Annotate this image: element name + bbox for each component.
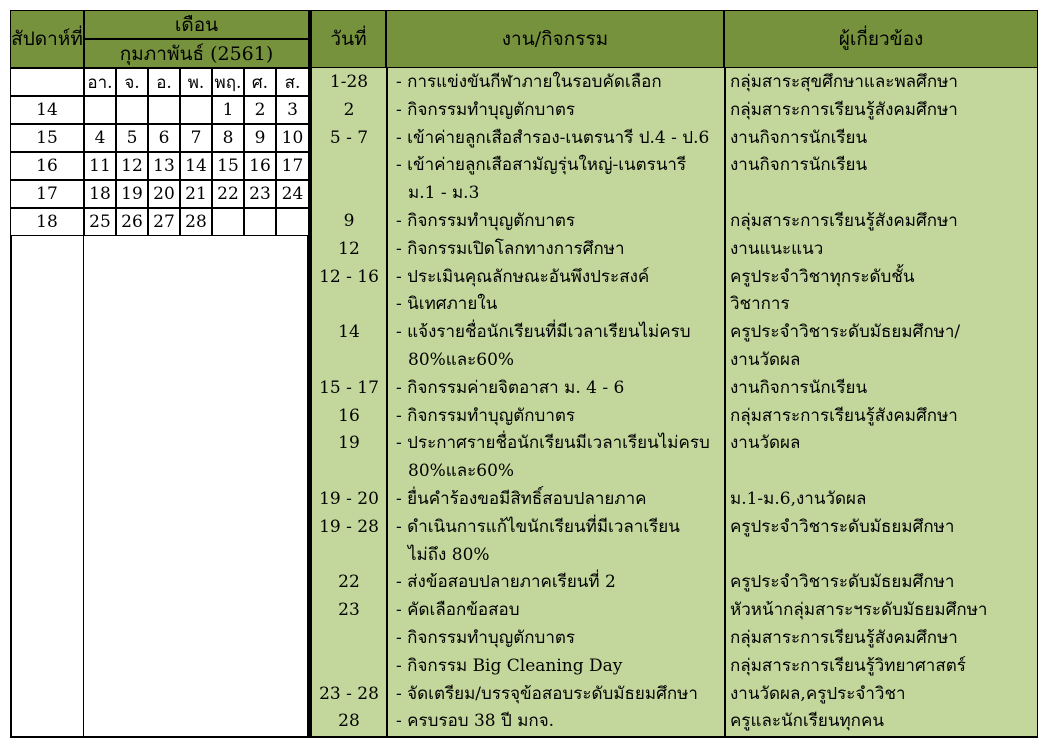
calendar-day-header: อ. <box>148 68 180 96</box>
calendar-date-cell: 28 <box>180 208 212 236</box>
row-date: 16 <box>338 405 360 426</box>
calendar-date-cell: 21 <box>180 180 212 208</box>
calendar-date-cell <box>116 96 148 124</box>
calendar-date-cell <box>276 208 309 236</box>
calendar-date-cell: 7 <box>180 124 212 152</box>
schedule-row <box>312 485 1037 513</box>
row-responsible: ครูประจำวิชาระดับมัธยมศึกษา <box>730 516 955 537</box>
row-date: 9 <box>343 211 355 231</box>
header-date-label: วันที่ <box>330 28 367 50</box>
row-activity: - นิเทศภายใน <box>396 294 498 315</box>
row-responsible: งานวัดผล,ครูประจำวิชา <box>730 683 906 704</box>
schedule-row <box>312 707 1037 735</box>
schedule-row <box>312 124 1037 152</box>
row-responsible: ครูและนักเรียนทุกคน <box>730 711 884 732</box>
row-date: 5 - 7 <box>329 127 369 148</box>
schedule-row <box>312 179 1037 207</box>
schedule-row <box>312 290 1037 318</box>
calendar-date-cell: 8 <box>212 124 244 152</box>
calendar-week-number: 14 <box>10 96 84 124</box>
mini-calendar <box>10 68 309 236</box>
calendar-date-cell: 22 <box>212 180 244 208</box>
calendar-date-cell: 16 <box>244 152 276 180</box>
row-activity: - ประกาศรายชื่อนักเรียนมีเวลาเรียนไม่ครบ <box>396 433 710 454</box>
calendar-date-cell <box>212 208 244 236</box>
row-responsible: งานกิจการนักเรียน <box>730 377 868 398</box>
row-responsible: ม.1-ม.6,งานวัดผล <box>730 489 867 509</box>
header-month-label: เดือน <box>174 13 219 36</box>
calendar-date-cell: 24 <box>276 180 309 208</box>
header-activity-label: งาน/กิจกรรม <box>501 28 609 50</box>
calendar-day-header: ส. <box>276 68 309 96</box>
calendar-date-cell: 19 <box>116 180 148 208</box>
schedule-row <box>312 374 1037 402</box>
row-activity: - กิจกรรมเปิดโลกทางการศึกษา <box>396 238 625 259</box>
calendar-week-number: 16 <box>10 152 84 180</box>
row-responsible: งานวัดผล <box>730 350 801 370</box>
row-activity: - ดำเนินการแก้ไขนักเรียนที่มีเวลาเรียน <box>396 516 680 537</box>
calendar-week-number: 17 <box>10 180 84 208</box>
row-date: 2 <box>343 99 355 120</box>
calendar-date-cell: 9 <box>244 124 276 152</box>
row-date: 19 <box>338 433 360 454</box>
calendar-date-cell: 15 <box>212 152 244 180</box>
header-month <box>84 10 309 39</box>
row-date: 14 <box>338 322 360 343</box>
calendar-date-cell: 1 <box>212 96 244 124</box>
row-activity: - กิจกรรมทำบุญตักบาตร <box>396 211 576 231</box>
row-responsible: วิชาการ <box>730 294 790 315</box>
header-responsible-label: ผู้เกี่ยวข้อง <box>838 28 924 50</box>
calendar-date-cell: 18 <box>84 180 116 208</box>
schedule-row <box>312 652 1037 680</box>
calendar-date-cell: 23 <box>244 180 276 208</box>
schedule-row <box>312 568 1037 596</box>
row-activity: - กิจกรรมค่ายจิตอาสา ม. 4 - 6 <box>396 377 625 398</box>
header-week <box>10 10 84 68</box>
calendar-date-cell <box>148 96 180 124</box>
calendar-date-cell <box>244 208 276 236</box>
row-responsible: งานวัดผล <box>730 433 801 454</box>
schedule-row <box>312 207 1037 235</box>
calendar-date-cell: 2 <box>244 96 276 124</box>
schedule-row <box>312 429 1037 457</box>
calendar-date-cell: 6 <box>148 124 180 152</box>
calendar-day-header: อา. <box>84 68 116 96</box>
row-activity: - แจ้งรายชื่อนักเรียนที่มีเวลาเรียนไม่ครบ <box>396 322 691 343</box>
row-date: 22 <box>338 572 360 593</box>
schedule-row <box>312 346 1037 374</box>
calendar-blank-area <box>84 236 309 738</box>
row-activity: - ประเมินคุณลักษณะอันพึงประสงค์ <box>396 266 650 287</box>
row-date: 23 - 28 <box>319 683 379 704</box>
header-month-name-label: กุมภาพันธ์ (2561) <box>119 42 274 65</box>
calendar-date-cell: 5 <box>116 124 148 152</box>
schedule-row <box>312 541 1037 569</box>
row-responsible: กลุ่มสาระการเรียนรู้สังคมศึกษา <box>730 628 958 648</box>
row-date: 12 <box>338 238 360 259</box>
calendar-date-cell: 3 <box>276 96 309 124</box>
header-responsible <box>724 10 1038 68</box>
row-activity: - ยื่นคำร้องขอมีสิทธิ์สอบปลายภาค <box>396 489 647 509</box>
row-responsible: กลุ่มสาระการเรียนรู้สังคมศึกษา <box>730 405 958 426</box>
schedule-row <box>312 624 1037 652</box>
calendar-date-cell: 25 <box>84 208 116 236</box>
header-date <box>309 10 386 68</box>
schedule-row <box>312 513 1037 541</box>
header-month-name <box>84 39 309 68</box>
calendar-date-cell: 4 <box>84 124 116 152</box>
calendar-date-cell: 11 <box>84 152 116 180</box>
row-activity: - ส่งข้อสอบปลายภาคเรียนที่ 2 <box>396 572 616 593</box>
row-responsible: ครูประจำวิชาระดับมัธยมศึกษา/ <box>730 322 961 343</box>
calendar-date-cell: 26 <box>116 208 148 236</box>
calendar-date-cell: 12 <box>116 152 148 180</box>
row-date: 1-28 <box>329 72 369 92</box>
calendar-blank-week-col <box>10 236 84 738</box>
calendar-date-cell: 10 <box>276 124 309 152</box>
schedule-row <box>312 235 1037 263</box>
schedule-row <box>312 596 1037 624</box>
row-responsible: งานกิจการนักเรียน <box>730 155 868 176</box>
row-activity: - กิจกรรมทำบุญตักบาตร <box>396 99 576 120</box>
schedule-table <box>10 10 1038 738</box>
row-activity: - เข้าค่ายลูกเสือสามัญรุ่นใหญ่-เนตรนารี <box>396 155 687 176</box>
row-date: 23 <box>338 600 360 621</box>
row-activity: ไม่ถึง 80% <box>408 544 490 565</box>
schedule-body <box>309 68 1038 738</box>
calendar-date-cell: 17 <box>276 152 309 180</box>
calendar-date-cell: 14 <box>180 152 212 180</box>
calendar-day-header: จ. <box>116 68 148 96</box>
row-date: 28 <box>338 711 360 732</box>
header-week-label: สัปดาห์ที่ <box>11 28 83 50</box>
row-activity: ม.1 - ม.3 <box>408 183 480 204</box>
calendar-week-header-blank <box>10 68 84 96</box>
schedule-row <box>312 402 1037 430</box>
row-activity: - กิจกรรมทำบุญตักบาตร <box>396 405 576 426</box>
row-date: 19 - 28 <box>319 516 379 537</box>
calendar-week-number: 18 <box>10 208 84 236</box>
calendar-date-cell <box>180 96 212 124</box>
row-activity: - เข้าค่ายลูกเสือสำรอง-เนตรนารี ป.4 - ป.6 <box>396 127 710 148</box>
calendar-date-cell: 20 <box>148 180 180 208</box>
row-activity: - การแข่งขันกีฬาภายในรอบคัดเลือก <box>396 72 662 92</box>
row-date: 19 - 20 <box>319 489 379 509</box>
calendar-date-cell: 13 <box>148 152 180 180</box>
row-responsible: กลุ่มสาระการเรียนรู้สังคมศึกษา <box>730 99 958 120</box>
schedule-row <box>312 151 1037 179</box>
row-activity: 80%และ60% <box>408 350 515 370</box>
row-responsible: กลุ่มสาระสุขศึกษาและพลศึกษา <box>730 72 958 92</box>
row-responsible: งานแนะแนว <box>730 238 824 259</box>
row-responsible: หัวหน้ากลุ่มสาระฯระดับมัธยมศึกษา <box>730 600 988 621</box>
row-activity: - กิจกรรมทำบุญตักบาตร <box>396 628 576 648</box>
row-activity: - กิจกรรม Big Cleaning Day <box>396 655 623 676</box>
row-responsible: งานกิจการนักเรียน <box>730 127 868 148</box>
row-responsible: ครูประจำวิชาทุกระดับชั้น <box>730 266 915 287</box>
row-activity: - ครบรอบ 38 ปี มกจ. <box>396 711 555 732</box>
calendar-day-header: พ. <box>180 68 212 96</box>
schedule-row <box>312 680 1037 708</box>
row-activity: - จัดเตรียม/บรรจุข้อสอบระดับมัธยมศึกษา <box>396 683 698 704</box>
schedule-row <box>312 96 1037 124</box>
header-activity <box>386 10 724 68</box>
schedule-row <box>312 318 1037 346</box>
row-date: 15 - 17 <box>319 377 379 398</box>
calendar-date-cell: 27 <box>148 208 180 236</box>
calendar-day-header: ศ. <box>244 68 276 96</box>
calendar-day-header: พฤ. <box>212 68 244 96</box>
calendar-week-number: 15 <box>10 124 84 152</box>
row-responsible: กลุ่มสาระการเรียนรู้สังคมศึกษา <box>730 211 958 231</box>
calendar-date-cell <box>84 96 116 124</box>
row-responsible: ครูประจำวิชาระดับมัธยมศึกษา <box>730 572 955 593</box>
row-date: 12 - 16 <box>319 266 379 287</box>
row-activity: 80%และ60% <box>408 461 515 482</box>
schedule-row <box>312 68 1037 96</box>
schedule-row <box>312 263 1037 291</box>
schedule-row <box>312 457 1037 485</box>
row-activity: - คัดเลือกข้อสอบ <box>396 600 520 621</box>
row-responsible: กลุ่มสาระการเรียนรู้วิทยาศาสตร์ <box>730 655 966 676</box>
